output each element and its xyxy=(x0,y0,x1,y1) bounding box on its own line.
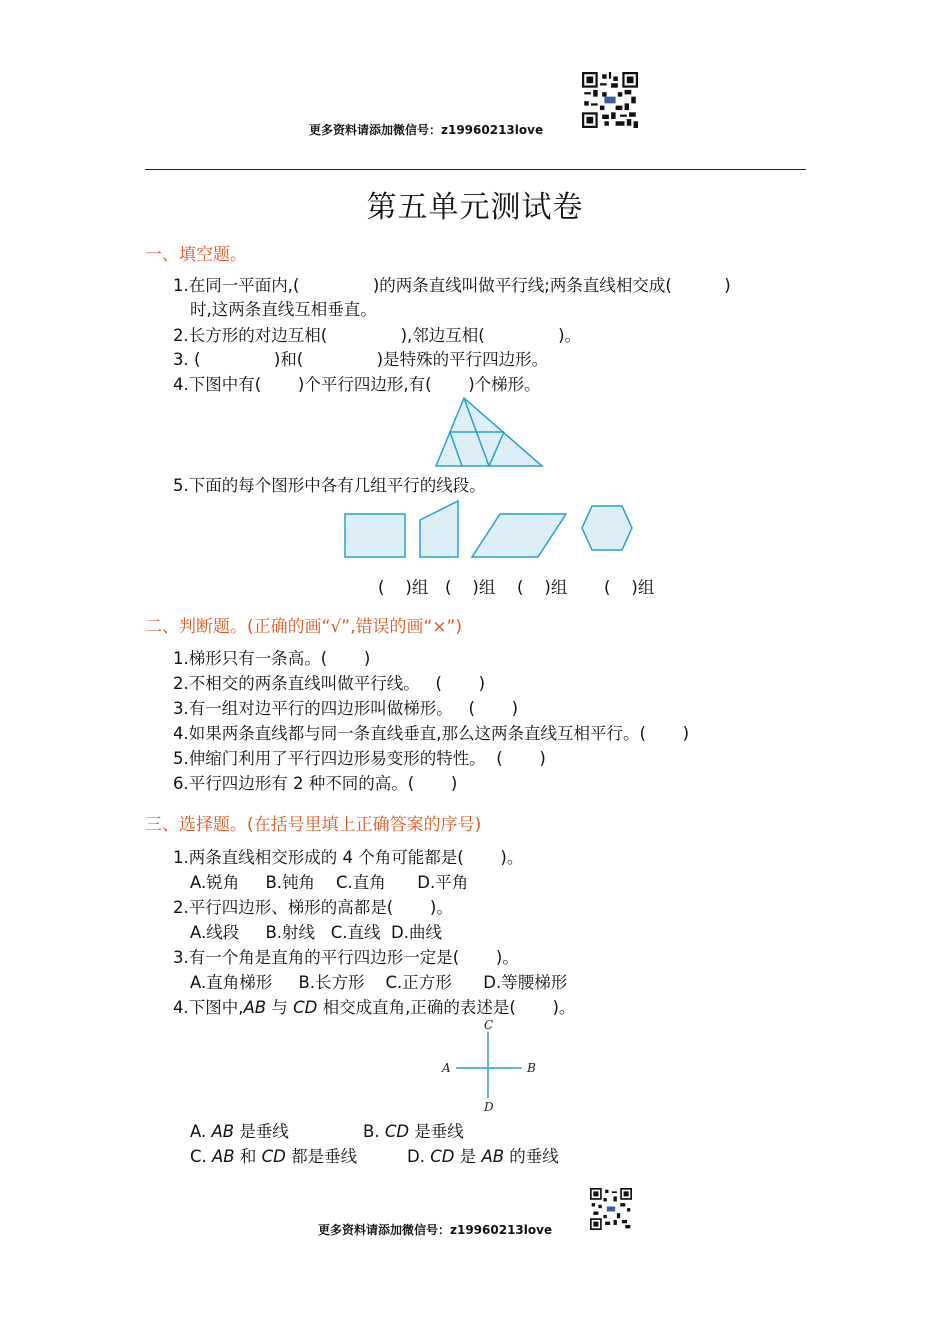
s3-q2: 2.平行四边形、梯形的高都是( )。 xyxy=(173,898,453,917)
parallelogram-shape xyxy=(472,514,566,557)
triangle-figure xyxy=(430,394,550,470)
s3-q4-option-a: A. AB 是垂线 xyxy=(190,1122,289,1141)
s1-q2: 2.长方形的对边互相( ),邻边互相( )。 xyxy=(173,326,582,345)
s2-item-2: 2.不相交的两条直线叫做平行线。 ( ) xyxy=(173,674,486,693)
qr-code-footer-icon xyxy=(590,1188,632,1230)
answer-label-1: ( )组 xyxy=(378,578,429,597)
s1-q1-line1: 1.在同一平面内,( )的两条直线叫做平行线;两条直线相交成( ) xyxy=(173,276,731,295)
rectangle-shape xyxy=(345,514,405,557)
qr-code-icon xyxy=(582,72,638,128)
s3-q4: 4.下图中,AB 与 CD 相交成直角,正确的表述是( )。 xyxy=(173,998,576,1017)
s3-q4-option-b: B. CD 是垂线 xyxy=(363,1122,464,1141)
s2-item-3: 3.有一组对边平行的四边形叫做梯形。 ( ) xyxy=(173,699,519,718)
s3-q3: 3.有一个角是直角的平行四边形一定是( )。 xyxy=(173,948,519,967)
s2-item-4: 4.如果两条直线都与同一条直线垂直,那么这两条直线互相平行。( ) xyxy=(173,724,690,743)
label-d: D xyxy=(484,1100,494,1114)
section3-heading: 三、选择题。(在括号里填上正确答案的序号) xyxy=(145,815,482,835)
header-divider xyxy=(145,169,806,170)
perpendicular-diagram xyxy=(436,1018,546,1116)
answer-label-4: ( )组 xyxy=(604,578,655,597)
s1-q4: 4.下图中有( )个平行四边形,有( )个梯形。 xyxy=(173,375,541,394)
s3-q2-options: A.线段 B.射线 C.直线 D.曲线 xyxy=(190,923,442,942)
s1-q5: 5.下面的每个图形中各有几组平行的线段。 xyxy=(173,476,486,495)
shapes-row xyxy=(340,498,640,562)
s2-item-6: 6.平行四边形有 2 种不同的高。( ) xyxy=(173,774,458,793)
section2-heading: 二、判断题。(正确的画“√”,错误的画“×”) xyxy=(145,617,462,637)
label-c: C xyxy=(484,1018,494,1032)
s3-q1: 1.两条直线相交形成的 4 个角可能都是( )。 xyxy=(173,848,524,867)
s3-q4-option-c: C. AB 和 CD 都是垂线 xyxy=(190,1147,358,1166)
s1-q3: 3. ( )和( )是特殊的平行四边形。 xyxy=(173,350,549,369)
s1-q1-line2: 时,这两条直线互相垂直。 xyxy=(190,300,377,319)
header-text: 更多资料请添加微信号：z19960213love xyxy=(309,123,544,137)
page-title: 第五单元测试卷 xyxy=(366,190,584,225)
hexagon-shape xyxy=(582,506,632,550)
section1-heading: 一、填空题。 xyxy=(145,245,247,265)
s2-item-1: 1.梯形只有一条高。( ) xyxy=(173,649,371,668)
label-b: B xyxy=(527,1061,536,1075)
s2-item-5: 5.伸缩门利用了平行四边形易变形的特性。 ( ) xyxy=(173,749,546,768)
footer-text: 更多资料请添加微信号：z19960213love xyxy=(318,1223,553,1237)
s3-q3-options: A.直角梯形 B.长方形 C.正方形 D.等腰梯形 xyxy=(190,973,568,992)
label-a: A xyxy=(442,1061,451,1075)
s3-q1-options: A.锐角 B.钝角 C.直角 D.平角 xyxy=(190,873,469,892)
answer-label-3: ( )组 xyxy=(517,578,568,597)
trapezoid-shape xyxy=(420,501,458,557)
answer-label-2: ( )组 xyxy=(445,578,496,597)
s3-q4-option-d: D. CD 是 AB 的垂线 xyxy=(407,1147,559,1166)
